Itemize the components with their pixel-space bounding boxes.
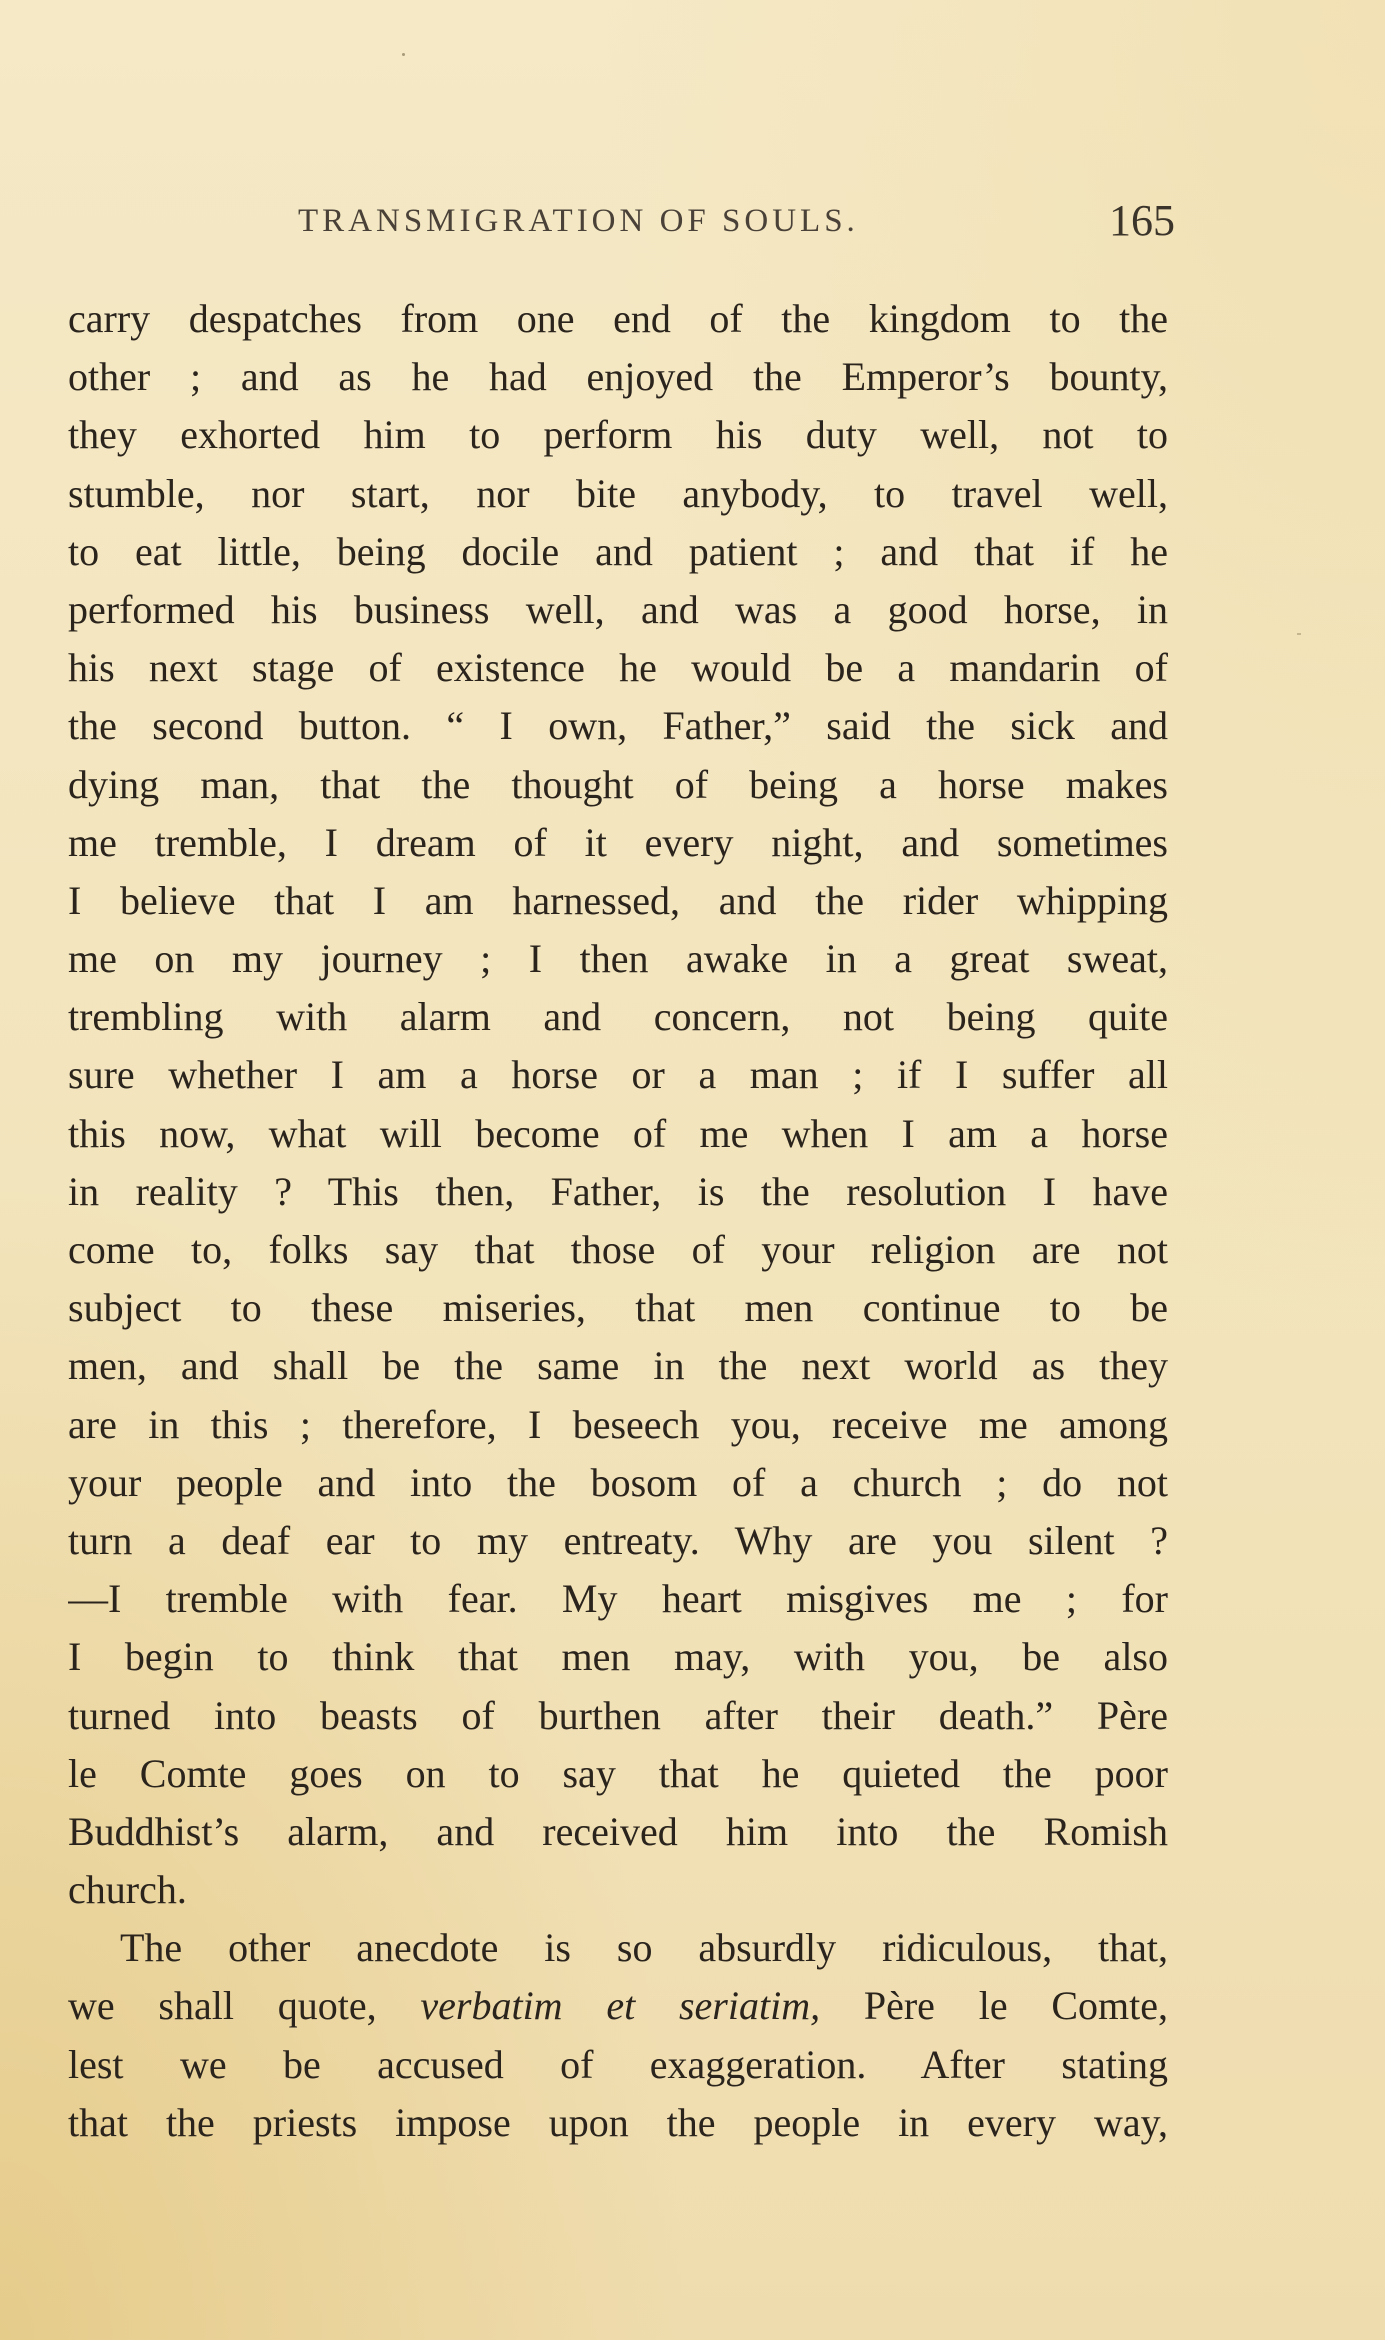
text-line: I believe that I am harnessed, and the rider whipping bbox=[68, 877, 1168, 923]
text-line: other ; and as he had enjoyed the Emperor’s bounty, bbox=[68, 354, 1168, 400]
text-line: le Comte goes on to say that he quieted the poor bbox=[68, 1750, 1168, 1796]
text-line: sure whether I am a horse or a man ; if I suffer all bbox=[68, 1052, 1168, 1098]
text-line: —I tremble with fear. My heart misgives me ; for bbox=[68, 1576, 1168, 1622]
text-line: stumble, nor start, nor bite anybody, to travel well, bbox=[68, 470, 1168, 516]
text-line: turned into beasts of burthen after their death.” Père bbox=[68, 1692, 1168, 1738]
italic-phrase: verbatim et seriatim, bbox=[420, 1983, 821, 2029]
page-number: 165 bbox=[1109, 196, 1175, 245]
text-line: come to, folks say that those of your religion are not bbox=[68, 1227, 1168, 1272]
text-line: are in this ; therefore, I beseech you, receive me among bbox=[68, 1401, 1168, 1447]
text-line: carry despatches from one end of the kingdom to the bbox=[68, 296, 1168, 341]
text-line: men, and shall be the same in the next world as they bbox=[68, 1343, 1168, 1389]
text-line: in reality ? This then, Father, is the resolution I have bbox=[68, 1168, 1168, 1214]
text-line: lest we be accused of exaggeration. After stating bbox=[68, 2041, 1168, 2087]
text-line: trembling with alarm and concern, not being quite bbox=[68, 994, 1168, 1040]
paper-speck bbox=[1297, 633, 1301, 635]
text-line: the second button. “ I own, Father,” said the sick and bbox=[68, 703, 1168, 749]
text-line-with-italic bbox=[68, 1977, 1168, 2035]
text-line: me on my journey ; I then awake in a great sweat, bbox=[68, 936, 1168, 982]
text-line: church. bbox=[68, 1867, 187, 1913]
text-line: this now, what will become of me when I am a horse bbox=[68, 1110, 1168, 1156]
text-line: subject to these miseries, that men continue to be bbox=[68, 1285, 1168, 1331]
text-segment: we shall quote, bbox=[68, 1983, 421, 2029]
text-line: I begin to think that men may, with you, be also bbox=[68, 1634, 1168, 1680]
text-line: performed his business well, and was a good horse, in bbox=[68, 586, 1168, 632]
text-line: they exhorted him to perform his duty well, not to bbox=[68, 412, 1168, 458]
text-line: that the priests impose upon the people in every way, bbox=[68, 2099, 1168, 2145]
text-segment: Père le Comte, bbox=[820, 1983, 1168, 2029]
text-line: turn a deaf ear to my entreaty. Why are you silent ? bbox=[68, 1517, 1168, 1563]
text-line: his next stage of existence he would be a mandarin of bbox=[68, 645, 1168, 691]
paragraph-first-line: The other anecdote is so absurdly ridiculous, that, bbox=[120, 1925, 1168, 1971]
text-line: dying man, that the thought of being a horse makes bbox=[68, 761, 1168, 807]
text-line: your people and into the bosom of a church ; do not bbox=[68, 1459, 1168, 1505]
paper-speck bbox=[402, 53, 405, 56]
text-line: Buddhist’s alarm, and received him into the Romish bbox=[68, 1808, 1168, 1854]
text-line: to eat little, being docile and patient ; and that if he bbox=[68, 528, 1168, 574]
text-line: me tremble, I dream of it every night, and sometimes bbox=[68, 819, 1168, 865]
running-head bbox=[68, 195, 1175, 255]
running-title: TRANSMIGRATION OF SOULS. bbox=[298, 203, 859, 239]
body-text bbox=[68, 290, 1168, 2152]
